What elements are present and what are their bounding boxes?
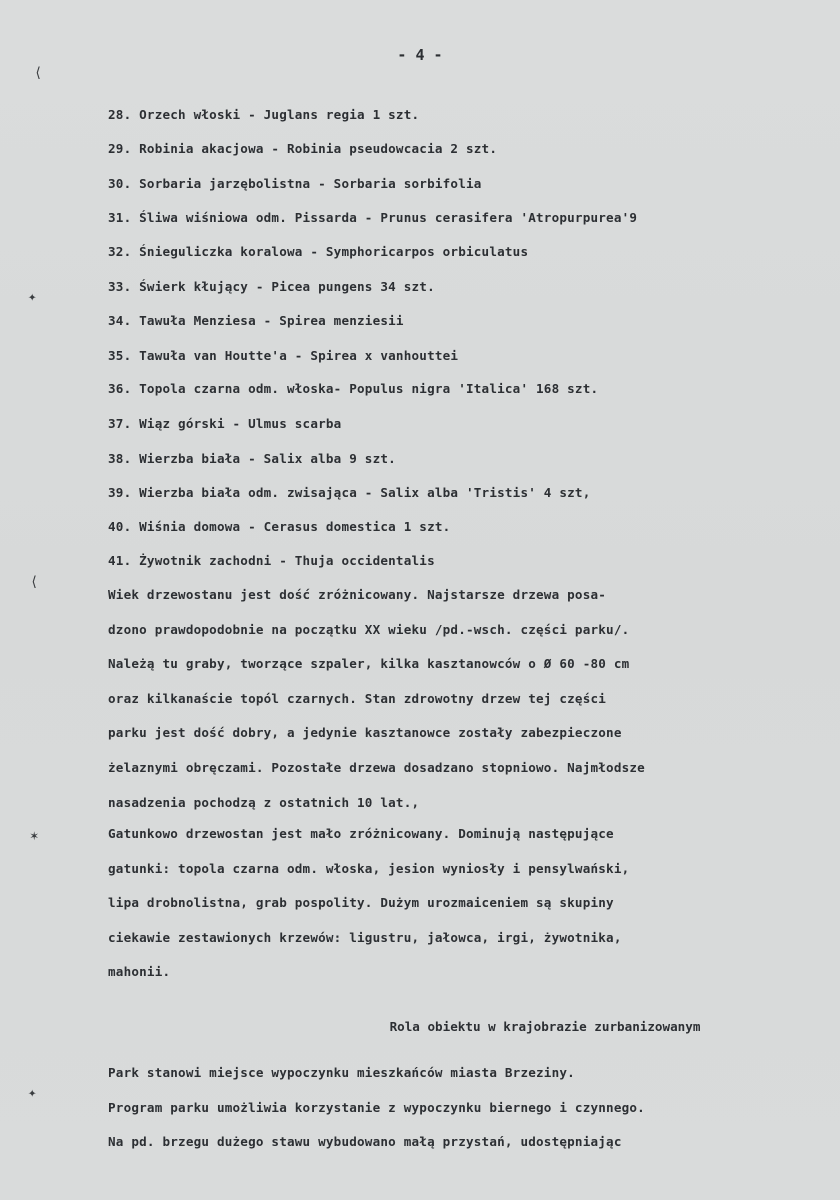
margin-mark: ✶ bbox=[30, 828, 39, 844]
list-item: 33. Świerk kłujący - Picea pungens 34 szt. bbox=[108, 279, 435, 294]
list-item: 29. Robinia akacjowa - Robinia pseudowcacia 2 szt. bbox=[108, 141, 498, 156]
list-item: 28. Orzech włoski - Juglans regia 1 szt. bbox=[108, 107, 420, 122]
paragraph-species bbox=[108, 826, 814, 999]
list-item: 34. Tawuła Menziesa - Spirea menziesii bbox=[108, 313, 404, 328]
list-item: 41. Żywotnik zachodni - Thuja occidentalis bbox=[108, 553, 435, 568]
list-item: 31. Śliwa wiśniowa odm. Pissarda - Prunus cerasifera 'Atropurpurea'9 bbox=[108, 210, 638, 225]
text-line: oraz kilkanaście topól czarnych. Stan zdrowotny drzew tej części bbox=[108, 690, 607, 706]
list-item: 35. Tawuła van Houtte'a - Spirea x vanhouttei bbox=[108, 348, 459, 363]
list-item: 36. Topola czarna odm. włoska- Populus nigra 'Italica' 168 szt. bbox=[108, 381, 599, 396]
margin-mark: ⟨ bbox=[34, 65, 43, 81]
text-line: Program parku umożliwia korzystanie z wypoczynku biernego i czynnego. bbox=[108, 1099, 645, 1115]
margin-mark: ⟨ bbox=[30, 574, 39, 590]
list-item: 39. Wierzba biała odm. zwisająca - Salix alba 'Tristis' 4 szt, bbox=[108, 485, 591, 500]
text-line: parku jest dość dobry, a jedynie kasztanowce zostały zabezpieczone bbox=[108, 725, 622, 741]
list-item: 40. Wiśnia domowa - Cerasus domestica 1 szt. bbox=[108, 519, 451, 534]
text-line: gatunki: topola czarna odm. włoska, jesion wyniosły i pensylwański, bbox=[108, 860, 630, 876]
text-line: dzono prawdopodobnie na początku XX wieku /pd.-wsch. części parku/. bbox=[108, 621, 630, 637]
text-line: Należą tu graby, tworzące szpaler, kilka kasztanowców o Ø 60 -80 cm bbox=[108, 656, 630, 672]
list-item: 37. Wiąz górski - Ulmus scarba bbox=[108, 416, 342, 431]
text-line: Wiek drzewostanu jest dość zróżnicowany. Najstarsze drzewa posa- bbox=[108, 587, 607, 602]
text-line: nasadzenia pochodzą z ostatnich 10 lat., bbox=[108, 794, 420, 810]
paragraph-stand-age bbox=[108, 587, 814, 829]
text-line: mahonii. bbox=[108, 964, 171, 980]
list-item: 30. Sorbaria jarzębolistna - Sorbaria sorbifolia bbox=[108, 176, 482, 191]
list-item: 32. Śnieguliczka koralowa - Symphoricarpos orbiculatus bbox=[108, 244, 529, 259]
text-line: Na pd. brzegu dużego stawu wybudowano małą przystań, udostępniając bbox=[108, 1134, 622, 1150]
list-item: 38. Wierzba biała - Salix alba 9 szt. bbox=[108, 451, 396, 466]
text-line: Gatunkowo drzewostan jest mało zróżnicowany. Dominują następujące bbox=[108, 826, 614, 841]
page-number: - 4 - bbox=[397, 46, 443, 64]
margin-mark: ✦ bbox=[28, 1085, 37, 1101]
text-line: ciekawie zestawionych krzewów: ligustru, jałowca, irgi, żywotnika, bbox=[108, 929, 622, 945]
margin-mark: ✦ bbox=[28, 289, 37, 305]
section-heading: Rola obiektu w krajobrazie zurbanizowanym bbox=[389, 1019, 701, 1034]
text-line: lipa drobnolistna, grab pospolity. Dużym urozmaiceniem są skupiny bbox=[108, 895, 614, 911]
text-line: Park stanowi miejsce wypoczynku mieszkańców miasta Brzeziny. bbox=[108, 1065, 575, 1080]
text-line: żelaznymi obręczami. Pozostałe drzewa dosadzano stopniowo. Najmłodsze bbox=[108, 759, 645, 775]
paragraph-role bbox=[108, 1065, 814, 1169]
